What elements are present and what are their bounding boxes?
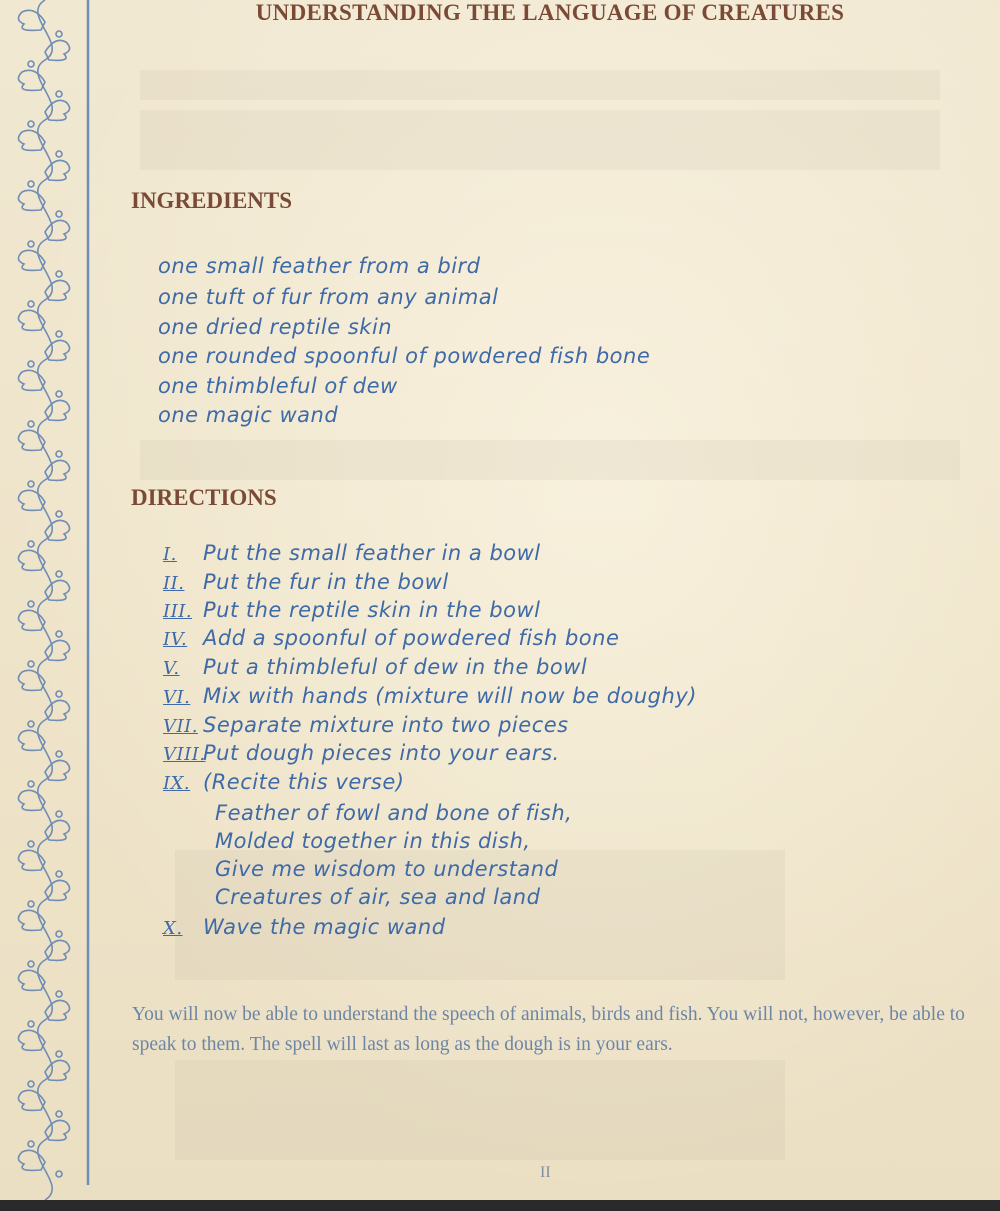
vine-bud (56, 571, 62, 577)
vine-bud (56, 271, 62, 277)
vine-bud (28, 241, 34, 247)
vine-bud (28, 301, 34, 307)
vine-bud (56, 1051, 62, 1057)
ingredient-item: one magic wand (158, 403, 339, 427)
ingredient-item: one tuft of fur from any animal (158, 285, 499, 309)
vine-border (0, 0, 95, 1200)
vine-bud (56, 31, 62, 37)
vine-bud (56, 451, 62, 457)
step-text: Put the reptile skin in the bowl (203, 598, 541, 622)
bleed-through (140, 70, 940, 100)
step-number: V. (163, 658, 180, 679)
closing-paragraph: You will now be able to understand the speech of animals, birds and fish. You will not, however, be able to speak to them. The spell will last as long as the dough is in your ears. (132, 1004, 965, 1055)
direction-step (163, 741, 560, 765)
vine-bud (56, 811, 62, 817)
vine-bud (28, 541, 34, 547)
step-number: III. (163, 601, 193, 622)
vine-bud (28, 181, 34, 187)
step-text: Separate mixture into two pieces (203, 713, 569, 737)
vine-bud (28, 721, 34, 727)
vine-bud (28, 961, 34, 967)
vine-bud (56, 511, 62, 517)
direction-step (163, 915, 446, 939)
step-number: X. (163, 918, 183, 939)
direction-step (163, 713, 569, 737)
verse-line: Molded together in this dish, (215, 829, 531, 853)
step-number: VI. (163, 687, 191, 708)
vine-bud (28, 1081, 34, 1087)
direction-step (163, 684, 697, 708)
step-number: VIII. (163, 744, 206, 765)
vine-bud (56, 211, 62, 217)
bleed-through (140, 110, 940, 170)
vine-bud (56, 751, 62, 757)
step-number: VII. (163, 716, 198, 737)
bleed-through (175, 1060, 785, 1160)
ingredient-item: one thimbleful of dew (158, 374, 398, 398)
step-text: Mix with hands (mixture will now be doughy) (203, 684, 697, 708)
vine-bud (28, 481, 34, 487)
vine-bud (28, 121, 34, 127)
vine-bud (28, 841, 34, 847)
direction-step (163, 770, 404, 794)
vine-bud (28, 361, 34, 367)
direction-step (163, 655, 587, 679)
vine-bud (56, 1171, 62, 1177)
bottom-edge (0, 1200, 1000, 1211)
step-text: Put the small feather in a bowl (203, 541, 541, 565)
step-number: II. (163, 573, 185, 594)
vine-bud (56, 991, 62, 997)
vine-bud (56, 931, 62, 937)
page-number: II (540, 1164, 551, 1181)
bleed-through (140, 440, 960, 480)
verse-line: Give me wisdom to understand (215, 857, 559, 881)
vine-bud (56, 691, 62, 697)
vine-bud (28, 661, 34, 667)
vine-bud (28, 1141, 34, 1147)
step-text: Put the fur in the bowl (203, 570, 449, 594)
direction-step (163, 570, 449, 594)
vine-bud (56, 331, 62, 337)
vine-bud (28, 61, 34, 67)
vine-bud (28, 781, 34, 787)
ingredient-item: one small feather from a bird (158, 254, 481, 278)
step-text: Wave the magic wand (203, 915, 446, 939)
verse-line: Creatures of air, sea and land (215, 885, 541, 909)
vine-bud (28, 1021, 34, 1027)
vine-bud (56, 91, 62, 97)
vine-bud (28, 421, 34, 427)
vine-bud (56, 391, 62, 397)
step-number: IV. (163, 629, 188, 650)
ingredient-item: one rounded spoonful of powdered fish bone (158, 344, 651, 368)
page-title: UNDERSTANDING THE LANGUAGE OF CREATURES (255, 0, 845, 25)
verse-line: Feather of fowl and bone of fish, (215, 801, 573, 825)
vine-bud (56, 151, 62, 157)
vine-bud (56, 631, 62, 637)
vine-bud (28, 901, 34, 907)
direction-step (163, 626, 619, 650)
step-number: I. (163, 544, 177, 565)
ingredients-heading: INGREDIENTS (131, 188, 293, 213)
step-text: Put dough pieces into your ears. (203, 741, 560, 765)
step-number: IX. (163, 773, 191, 794)
direction-step (163, 598, 540, 622)
directions-heading: DIRECTIONS (131, 485, 277, 510)
vine-bud (28, 601, 34, 607)
step-text: (Recite this verse) (203, 770, 405, 794)
vine-bud (56, 871, 62, 877)
step-text: Put a thimbleful of dew in the bowl (203, 655, 588, 679)
step-text: Add a spoonful of powdered fish bone (203, 626, 620, 650)
ingredient-item: one dried reptile skin (158, 315, 393, 339)
vine-bud (56, 1111, 62, 1117)
direction-step (163, 541, 541, 565)
